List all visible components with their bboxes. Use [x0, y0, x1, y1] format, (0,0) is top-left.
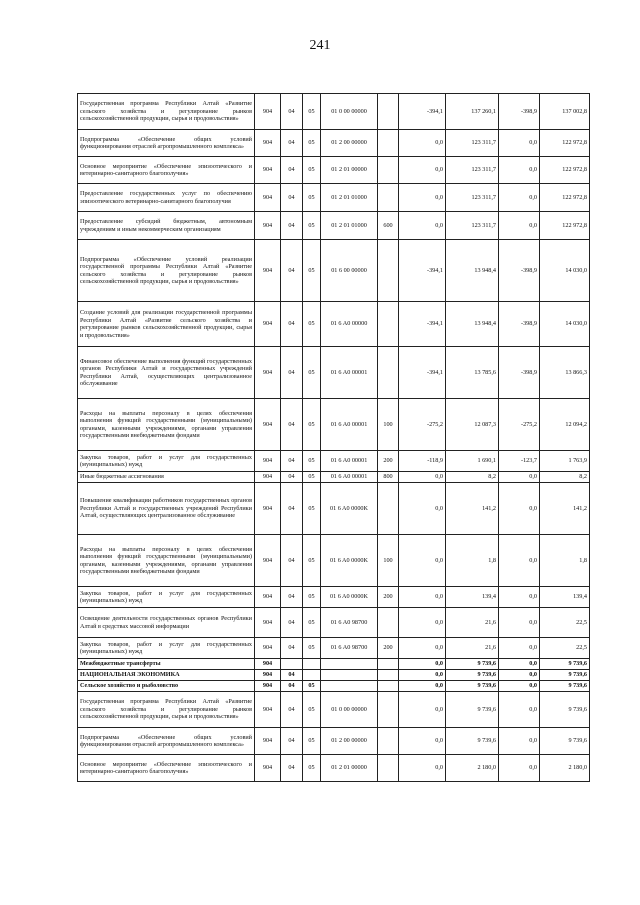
sum-year1-cell: 13 948,4	[446, 302, 499, 347]
expense-type-cell: 800	[378, 472, 399, 483]
row-name-cell: Межбюджетные трансферты	[78, 659, 255, 670]
table-row	[78, 94, 590, 130]
change-year2-cell: 0,0	[499, 483, 540, 535]
row-name-cell: Основное мероприятие «Обеспечение эпизоотического и ветеринарно-санитарного благополучия»	[78, 755, 255, 782]
expense-type-cell	[378, 681, 399, 692]
subsection-code-cell: 05	[303, 755, 321, 782]
row-name-cell: Расходы на выплаты персоналу в целях обеспечения выполнения функций государственными (муниципальными) органами, казенными учреждениями, органами управления государственными внебюджетными фондами	[78, 399, 255, 451]
grbs-code-cell: 904	[255, 670, 281, 681]
section-code-cell: 04	[281, 587, 303, 608]
row-name-cell: Предоставление государственных услуг по обеспечению эпизоотического ветеринарно-санитарного благополучия	[78, 184, 255, 212]
expense-type-cell	[378, 659, 399, 670]
target-article-cell: 01 6 A0 00001	[321, 451, 378, 472]
sum-year1-cell: 141,2	[446, 483, 499, 535]
sum-year1-cell: 137 260,1	[446, 94, 499, 130]
subsection-code-cell: 05	[303, 94, 321, 130]
sum-year2-cell: 9 739,6	[540, 670, 590, 681]
sum-year2-cell: 9 739,6	[540, 681, 590, 692]
subsection-code-cell: 05	[303, 728, 321, 755]
row-name-cell: Сельское хозяйство и рыболовство	[78, 681, 255, 692]
expense-type-cell	[378, 130, 399, 157]
target-article-cell: 01 6 00 00000	[321, 240, 378, 302]
expense-type-cell	[378, 157, 399, 184]
target-article-cell: 01 6 A0 00001	[321, 472, 378, 483]
section-code-cell: 04	[281, 240, 303, 302]
change-year1-cell: 0,0	[399, 130, 446, 157]
change-year1-cell: 0,0	[399, 535, 446, 587]
expense-type-cell	[378, 670, 399, 681]
change-year2-cell: -398,9	[499, 302, 540, 347]
subsection-code-cell: 05	[303, 681, 321, 692]
change-year1-cell: -394,1	[399, 302, 446, 347]
grbs-code-cell: 904	[255, 240, 281, 302]
expense-type-cell	[378, 608, 399, 638]
sum-year1-cell: 9 739,6	[446, 670, 499, 681]
subsection-code-cell: 05	[303, 587, 321, 608]
grbs-code-cell: 904	[255, 130, 281, 157]
subsection-code-cell: 05	[303, 347, 321, 399]
table-row	[78, 451, 590, 472]
target-article-cell: 01 6 A0 00000	[321, 302, 378, 347]
change-year2-cell: 0,0	[499, 681, 540, 692]
target-article-cell: 01 2 00 00000	[321, 728, 378, 755]
subsection-code-cell: 05	[303, 240, 321, 302]
target-article-cell	[321, 681, 378, 692]
sum-year2-cell: 1 763,9	[540, 451, 590, 472]
target-article-cell: 01 6 A0 0000K	[321, 587, 378, 608]
change-year2-cell: 0,0	[499, 608, 540, 638]
sum-year1-cell: 139,4	[446, 587, 499, 608]
sum-year1-cell: 9 739,6	[446, 728, 499, 755]
row-name-cell: Повышение квалификации работников государственных органов Республики Алтай и государственных учреждений Республики Алтай, осуществляющих централизованное обслуживание	[78, 483, 255, 535]
grbs-code-cell: 904	[255, 755, 281, 782]
section-code-cell: 04	[281, 535, 303, 587]
grbs-code-cell: 904	[255, 692, 281, 728]
section-code-cell: 04	[281, 472, 303, 483]
row-name-cell: Иные бюджетные ассигнования	[78, 472, 255, 483]
change-year1-cell: 0,0	[399, 692, 446, 728]
expense-type-cell: 200	[378, 638, 399, 659]
expense-type-cell: 100	[378, 535, 399, 587]
grbs-code-cell: 904	[255, 184, 281, 212]
grbs-code-cell: 904	[255, 681, 281, 692]
subsection-code-cell: 05	[303, 130, 321, 157]
row-name-cell: Создание условий для реализации государственной программы Республики Алтай «Развитие сельского хозяйства и регулирование рынков сельскохозяйственной продукции, сырья и продовольствия»	[78, 302, 255, 347]
table-row	[78, 130, 590, 157]
row-name-cell: Подпрограмма «Обеспечение общих условий функционирования отраслей агропромышленного комплекса»	[78, 130, 255, 157]
row-name-cell: Закупка товаров, работ и услуг для государственных (муниципальных) нужд	[78, 451, 255, 472]
grbs-code-cell: 904	[255, 587, 281, 608]
sum-year2-cell: 9 739,6	[540, 659, 590, 670]
sum-year2-cell: 13 866,3	[540, 347, 590, 399]
sum-year2-cell: 122 972,8	[540, 157, 590, 184]
change-year1-cell: 0,0	[399, 755, 446, 782]
sum-year2-cell: 122 972,8	[540, 130, 590, 157]
sum-year1-cell: 123 311,7	[446, 130, 499, 157]
change-year1-cell: 0,0	[399, 728, 446, 755]
change-year1-cell: 0,0	[399, 587, 446, 608]
table-row	[78, 184, 590, 212]
change-year2-cell: 0,0	[499, 212, 540, 240]
row-name-cell: НАЦИОНАЛЬНАЯ ЭКОНОМИКА	[78, 670, 255, 681]
grbs-code-cell: 904	[255, 472, 281, 483]
row-name-cell: Расходы на выплаты персоналу в целях обеспечения выполнения функций государственными (муниципальными) органами, казенными учреждениями, органами управления государственными внебюджетными фондами	[78, 535, 255, 587]
grbs-code-cell: 904	[255, 212, 281, 240]
sum-year2-cell: 141,2	[540, 483, 590, 535]
expense-type-cell	[378, 302, 399, 347]
change-year2-cell: 0,0	[499, 184, 540, 212]
sum-year2-cell: 1,8	[540, 535, 590, 587]
row-name-cell: Государственная программа Республики Алтай «Развитие сельского хозяйства и регулирование рынков сельскохозяйственной продукции, сырья и продовольствия»	[78, 692, 255, 728]
target-article-cell	[321, 670, 378, 681]
sum-year1-cell: 1,8	[446, 535, 499, 587]
change-year2-cell: 0,0	[499, 670, 540, 681]
sum-year2-cell: 139,4	[540, 587, 590, 608]
grbs-code-cell: 904	[255, 608, 281, 638]
change-year2-cell: 0,0	[499, 472, 540, 483]
section-code-cell: 04	[281, 347, 303, 399]
change-year1-cell: -275,2	[399, 399, 446, 451]
target-article-cell	[321, 659, 378, 670]
row-name-cell: Закупка товаров, работ и услуг для государственных (муниципальных) нужд	[78, 638, 255, 659]
expense-type-cell: 200	[378, 451, 399, 472]
sum-year2-cell: 9 739,6	[540, 692, 590, 728]
grbs-code-cell: 904	[255, 659, 281, 670]
table-row	[78, 347, 590, 399]
grbs-code-cell: 904	[255, 483, 281, 535]
expense-type-cell	[378, 184, 399, 212]
sum-year2-cell: 14 030,0	[540, 240, 590, 302]
change-year1-cell: 0,0	[399, 157, 446, 184]
section-code-cell: 04	[281, 157, 303, 184]
table-row	[78, 399, 590, 451]
section-code-cell: 04	[281, 608, 303, 638]
section-code-cell: 04	[281, 94, 303, 130]
row-name-cell: Основное мероприятие «Обеспечение эпизоотического и ветеринарно-санитарного благополучия»	[78, 157, 255, 184]
sum-year1-cell: 9 739,6	[446, 659, 499, 670]
section-code-cell: 04	[281, 681, 303, 692]
sum-year1-cell: 1 690,1	[446, 451, 499, 472]
change-year2-cell: -123,7	[499, 451, 540, 472]
section-code-cell: 04	[281, 755, 303, 782]
row-name-cell: Подпрограмма «Обеспечение условий реализации государственной программы Республики Алтай «Развитие сельского хозяйства и регулирование рынков сельскохозяйственной продукции, сырья и продовольствия»	[78, 240, 255, 302]
change-year1-cell: 0,0	[399, 681, 446, 692]
section-code-cell: 04	[281, 451, 303, 472]
sum-year1-cell: 21,6	[446, 608, 499, 638]
subsection-code-cell: 05	[303, 483, 321, 535]
target-article-cell: 01 6 A0 98700	[321, 638, 378, 659]
table-row	[78, 638, 590, 659]
table-row	[78, 692, 590, 728]
subsection-code-cell: 05	[303, 608, 321, 638]
change-year1-cell: 0,0	[399, 472, 446, 483]
change-year2-cell: 0,0	[499, 535, 540, 587]
subsection-code-cell: 05	[303, 472, 321, 483]
expense-type-cell: 100	[378, 399, 399, 451]
subsection-code-cell: 05	[303, 212, 321, 240]
table-row	[78, 670, 590, 681]
subsection-code-cell: 05	[303, 692, 321, 728]
target-article-cell: 01 0 00 00000	[321, 94, 378, 130]
table-row	[78, 302, 590, 347]
change-year2-cell: 0,0	[499, 692, 540, 728]
grbs-code-cell: 904	[255, 94, 281, 130]
row-name-cell: Предоставление субсидий бюджетным, автономным учреждениям и иным некоммерческим организациям	[78, 212, 255, 240]
expense-type-cell: 200	[378, 587, 399, 608]
section-code-cell: 04	[281, 692, 303, 728]
subsection-code-cell: 05	[303, 535, 321, 587]
sum-year2-cell: 8,2	[540, 472, 590, 483]
subsection-code-cell: 05	[303, 302, 321, 347]
sum-year2-cell: 122 972,8	[540, 212, 590, 240]
expense-type-cell	[378, 240, 399, 302]
target-article-cell: 01 6 A0 98700	[321, 608, 378, 638]
sum-year1-cell: 123 311,7	[446, 212, 499, 240]
grbs-code-cell: 904	[255, 157, 281, 184]
page-number: 241	[309, 38, 331, 53]
section-code-cell	[281, 659, 303, 670]
sum-year1-cell: 8,2	[446, 472, 499, 483]
change-year1-cell: 0,0	[399, 638, 446, 659]
grbs-code-cell: 904	[255, 728, 281, 755]
sum-year1-cell: 9 739,6	[446, 692, 499, 728]
target-article-cell: 01 2 01 01000	[321, 184, 378, 212]
subsection-code-cell	[303, 670, 321, 681]
sum-year2-cell: 122 972,8	[540, 184, 590, 212]
table-row	[78, 535, 590, 587]
subsection-code-cell	[303, 659, 321, 670]
sum-year1-cell: 12 087,3	[446, 399, 499, 451]
table-row	[78, 659, 590, 670]
row-name-cell: Государственная программа Республики Алтай «Развитие сельского хозяйства и регулирование рынков сельскохозяйственной продукции, сырья и продовольствия»	[78, 94, 255, 130]
sum-year1-cell: 13 785,6	[446, 347, 499, 399]
change-year2-cell: -398,9	[499, 347, 540, 399]
section-code-cell: 04	[281, 184, 303, 212]
expense-type-cell	[378, 692, 399, 728]
sum-year2-cell: 2 180,0	[540, 755, 590, 782]
change-year1-cell: -394,1	[399, 240, 446, 302]
target-article-cell: 01 0 00 00000	[321, 692, 378, 728]
change-year2-cell: -275,2	[499, 399, 540, 451]
section-code-cell: 04	[281, 638, 303, 659]
target-article-cell: 01 2 01 01000	[321, 212, 378, 240]
change-year1-cell: 0,0	[399, 659, 446, 670]
budget-table-body	[78, 94, 590, 782]
table-row	[78, 240, 590, 302]
change-year2-cell: -398,9	[499, 94, 540, 130]
sum-year1-cell: 123 311,7	[446, 157, 499, 184]
sum-year1-cell: 123 311,7	[446, 184, 499, 212]
subsection-code-cell: 05	[303, 451, 321, 472]
grbs-code-cell: 904	[255, 399, 281, 451]
change-year1-cell: -118,9	[399, 451, 446, 472]
change-year2-cell: -398,9	[499, 240, 540, 302]
expense-type-cell	[378, 347, 399, 399]
expense-type-cell: 600	[378, 212, 399, 240]
change-year1-cell: 0,0	[399, 483, 446, 535]
change-year1-cell: 0,0	[399, 184, 446, 212]
target-article-cell: 01 2 01 00000	[321, 755, 378, 782]
sum-year2-cell: 12 094,2	[540, 399, 590, 451]
sum-year2-cell: 22,5	[540, 608, 590, 638]
change-year2-cell: 0,0	[499, 659, 540, 670]
target-article-cell: 01 6 A0 0000K	[321, 535, 378, 587]
expense-type-cell	[378, 755, 399, 782]
sum-year2-cell: 9 739,6	[540, 728, 590, 755]
section-code-cell: 04	[281, 212, 303, 240]
change-year2-cell: 0,0	[499, 728, 540, 755]
target-article-cell: 01 2 01 00000	[321, 157, 378, 184]
section-code-cell: 04	[281, 399, 303, 451]
table-row	[78, 728, 590, 755]
section-code-cell: 04	[281, 670, 303, 681]
target-article-cell: 01 6 A0 0000K	[321, 483, 378, 535]
change-year1-cell: -394,1	[399, 347, 446, 399]
budget-table	[77, 93, 590, 782]
subsection-code-cell: 05	[303, 638, 321, 659]
section-code-cell: 04	[281, 728, 303, 755]
sum-year1-cell: 2 180,0	[446, 755, 499, 782]
row-name-cell: Освещение деятельности государственных органов Республики Алтай в средствах массовой информации	[78, 608, 255, 638]
section-code-cell: 04	[281, 302, 303, 347]
row-name-cell: Закупка товаров, работ и услуг для государственных (муниципальных) нужд	[78, 587, 255, 608]
expense-type-cell	[378, 94, 399, 130]
table-row	[78, 483, 590, 535]
table-row	[78, 157, 590, 184]
sum-year1-cell: 13 948,4	[446, 240, 499, 302]
target-article-cell: 01 2 00 00000	[321, 130, 378, 157]
grbs-code-cell: 904	[255, 638, 281, 659]
grbs-code-cell: 904	[255, 302, 281, 347]
subsection-code-cell: 05	[303, 184, 321, 212]
expense-type-cell	[378, 728, 399, 755]
grbs-code-cell: 904	[255, 535, 281, 587]
sum-year2-cell: 137 002,8	[540, 94, 590, 130]
target-article-cell: 01 6 A0 00001	[321, 347, 378, 399]
change-year2-cell: 0,0	[499, 130, 540, 157]
change-year2-cell: 0,0	[499, 638, 540, 659]
change-year2-cell: 0,0	[499, 587, 540, 608]
change-year1-cell: 0,0	[399, 670, 446, 681]
change-year2-cell: 0,0	[499, 755, 540, 782]
table-row	[78, 681, 590, 692]
target-article-cell: 01 6 A0 00001	[321, 399, 378, 451]
expense-type-cell	[378, 483, 399, 535]
sum-year1-cell: 21,6	[446, 638, 499, 659]
change-year2-cell: 0,0	[499, 157, 540, 184]
table-row	[78, 212, 590, 240]
sum-year1-cell: 9 739,6	[446, 681, 499, 692]
table-row	[78, 755, 590, 782]
section-code-cell: 04	[281, 130, 303, 157]
row-name-cell: Финансовое обеспечение выполнения функций государственных органов Республики Алтай и государственных учреждений Республики Алтай, осуществляющих централизованное обслуживание	[78, 347, 255, 399]
grbs-code-cell: 904	[255, 347, 281, 399]
table-row	[78, 472, 590, 483]
table-row	[78, 587, 590, 608]
change-year1-cell: -394,1	[399, 94, 446, 130]
grbs-code-cell: 904	[255, 451, 281, 472]
table-row	[78, 608, 590, 638]
row-name-cell: Подпрограмма «Обеспечение общих условий функционирования отраслей агропромышленного комплекса»	[78, 728, 255, 755]
change-year1-cell: 0,0	[399, 608, 446, 638]
subsection-code-cell: 05	[303, 399, 321, 451]
change-year1-cell: 0,0	[399, 212, 446, 240]
sum-year2-cell: 14 030,0	[540, 302, 590, 347]
sum-year2-cell: 22,5	[540, 638, 590, 659]
section-code-cell: 04	[281, 483, 303, 535]
subsection-code-cell: 05	[303, 157, 321, 184]
